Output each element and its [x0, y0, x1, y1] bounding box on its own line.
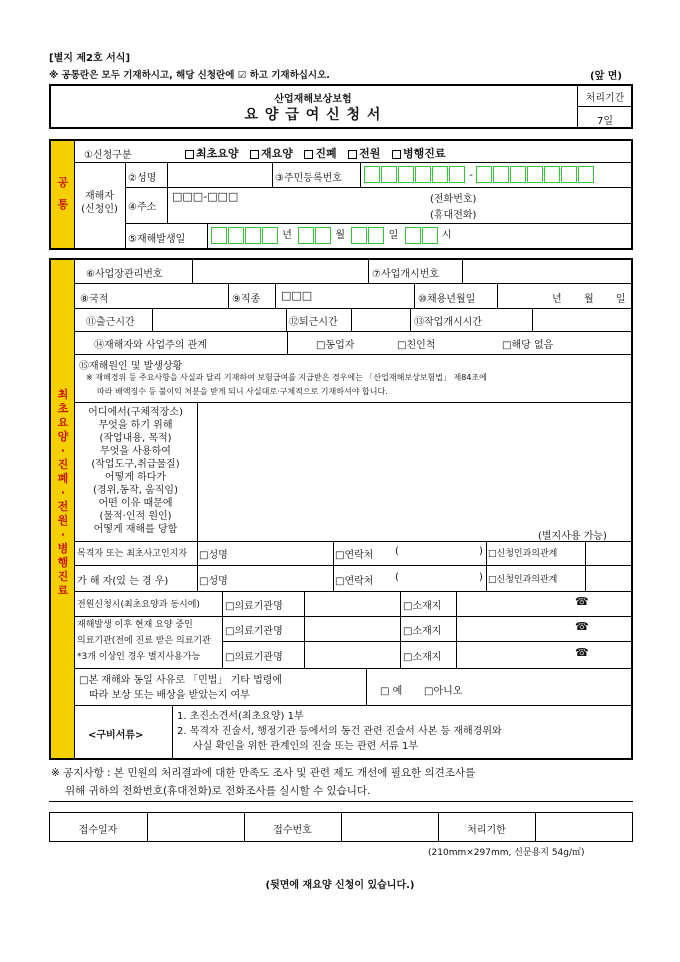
required-docs-label: <구비서류>	[88, 730, 144, 741]
postcode-field[interactable]: □□□-□□□	[172, 190, 239, 203]
injury-date-label: ⑤재해발생일	[128, 234, 186, 245]
cause-title: ⑮재해원인 및 발생상황	[79, 361, 183, 372]
option-transfer[interactable]: 전원	[348, 147, 380, 160]
work-start-label: ⑬작업개시시간	[414, 317, 482, 328]
request-type-options	[185, 145, 445, 161]
receipt-date-field[interactable]	[148, 813, 243, 841]
cause-note-1: ※ 재해경위 등 주요사항을 사실과 달리 기재하여 보험급여를 지급받은 경우에는 「산업재해보상보험법」 제84조에	[86, 373, 487, 382]
hospital-name-label-1: □의료기관명	[225, 601, 283, 612]
hire-date-units: 년 월 일	[552, 294, 626, 305]
compensation-no[interactable]: □아니오	[424, 686, 463, 697]
option-initial[interactable]: 최초요양	[185, 147, 239, 160]
receipt-no-field[interactable]	[342, 813, 437, 841]
hire-date-label: ⑩채용년월일	[418, 294, 476, 305]
hospital-addr-label-2: □소재지	[403, 626, 442, 637]
cause-description-field[interactable]	[200, 404, 630, 522]
offender-label: 가 해 자(있 는 경 우)	[77, 576, 169, 587]
request-type-label: ①신청구분	[84, 150, 132, 161]
rrn-field[interactable]: -	[364, 166, 595, 183]
compensation-yes[interactable]: □ 예	[380, 686, 403, 697]
commute-in-label: ⑪출근시간	[86, 317, 135, 328]
offender-contact-label: □연락처	[335, 576, 374, 587]
witness-contact-close: )	[479, 546, 483, 557]
option-pneumo[interactable]: 진폐	[304, 147, 336, 160]
mobile-label: (휴대전화)	[430, 210, 477, 221]
address-label: ④주소	[128, 202, 157, 213]
notice: ※ 공지사항 : 본 민원의 처리결과에 대한 만족도 조사 및 관련 제도 개선에 필요한 의견조사를 위해 귀하의 전화번호(휴대전화)로 전화조사를 실시할 수 있습니다.	[51, 767, 476, 797]
job-code-field[interactable]: □□□	[281, 289, 313, 302]
page-side: (앞 면)	[590, 71, 622, 82]
hospital-addr-label-1: □소재지	[403, 601, 442, 612]
concurrent-label: 재해발생 이후 현재 요양 중인 의료기관(전에 진료 받은 의료기관 *3개 이상인 경우 별지사용가능	[77, 620, 211, 662]
witness-label: 목격자 또는 최초사고인지자	[77, 549, 188, 559]
relation-none[interactable]: □해당 없음	[502, 340, 554, 351]
back-side-note: (뒷면에 재요양 신청이 있습니다.)	[265, 880, 415, 891]
paper-spec: (210mm×297mm, 신문용지 54g/㎡)	[428, 848, 585, 858]
option-concurrent[interactable]: 병행진료	[392, 147, 446, 160]
option-recure[interactable]: 재요양	[250, 147, 293, 160]
biz-no-label: ⑥사업장관리번호	[86, 269, 163, 280]
checkbox-sample-icon: ☑	[237, 70, 247, 81]
receipt-no-label: 접수번호	[273, 825, 312, 836]
receipt-date-label: 접수일자	[78, 825, 118, 836]
job-label: ⑨직종	[232, 294, 261, 305]
biz-start-field[interactable]	[465, 260, 630, 281]
offender-name-label: □성명	[199, 576, 228, 587]
form-number: [별지 제2호 서식]	[49, 53, 131, 64]
hospital-addr-label-3: □소재지	[403, 652, 442, 663]
phone-icon: ☎	[575, 595, 589, 608]
form-instruction: ※ 공통란은 모두 기재하시고, 해당 신청란에 ☑ 하고 기재하십시오.	[49, 70, 330, 81]
form-subtitle: 산업재해보상보험	[274, 94, 352, 105]
processing-period-label: 처리기간	[585, 93, 625, 104]
required-docs-list: 1. 초진소견서(최초요양) 1부 2. 목격자 진술서, 행정기관 등에서의 동건 관련 진술서 사본 등 재해경위와 사실 확인을 위한 관계인의 진술 또는 관련 서류 1부	[177, 711, 502, 752]
relation-relative[interactable]: □친인척	[397, 340, 436, 351]
injury-date-field[interactable]: 년 월 일 시	[211, 226, 452, 244]
phone-label: (전화번호)	[430, 194, 477, 205]
name-field[interactable]	[170, 163, 270, 186]
attachment-note: (별지사용 가능)	[538, 531, 607, 542]
name-label: ②성명	[128, 173, 157, 184]
biz-no-field[interactable]	[195, 260, 365, 281]
hospital-name-label-3: □의료기관명	[225, 652, 283, 663]
witness-contact-open: (	[395, 546, 399, 557]
form-title: 요 양 급 여 신 청 서	[244, 107, 382, 123]
claimant-label: 재해자 (신청인)	[81, 191, 118, 215]
deadline-label: 처리기한	[467, 825, 506, 836]
rrn-label: ③주민등록번호	[275, 173, 342, 184]
deadline-field[interactable]	[536, 813, 632, 841]
cause-prompts: 어디에서(구체적장소) 무엇을 하기 위해 (작업내용, 목적) 무엇을 사용하여 (작업도구,취급물질) 어떻게 하다가 (경위,동작, 움직임) 어떤 이유 때문에 (물적·인적 원인) 어떻게 재해를 당함	[88, 407, 183, 535]
phone-icon: ☎	[575, 646, 589, 659]
phone-icon: ☎	[575, 620, 589, 633]
commute-out-label: ⑫퇴근시간	[289, 317, 338, 328]
relation-partner[interactable]: □동업자	[316, 340, 355, 351]
common-section-label: 공 통	[57, 176, 69, 211]
witness-name-label: □성명	[199, 550, 228, 561]
nationality-label: ⑧국적	[80, 294, 109, 305]
offender-contact-open: (	[395, 572, 399, 583]
compensation-question: □본 재해와 동일 사유로 「민법」 기타 법령에 따라 보상 또는 배상을 받았는지 여부	[79, 675, 283, 701]
hospital-name-label-2: □의료기관명	[225, 626, 283, 637]
witness-relation-label: □신청인과의관계	[488, 549, 558, 559]
processing-period-value: 7일	[596, 116, 614, 127]
witness-contact-label: □연락처	[335, 550, 374, 561]
address-field[interactable]	[172, 204, 422, 221]
offender-contact-close: )	[479, 572, 483, 583]
detail-section-label: 최 초 요 양 · 진 폐 · 전 원 · 병 행 진 료	[57, 388, 69, 597]
relation-label: ⑭재해자와 사업주의 관계	[94, 340, 207, 351]
offender-relation-label: □신청인과의관계	[488, 575, 558, 585]
biz-start-label: ⑦사업개시번호	[372, 269, 439, 280]
transfer-label: 전원신청시(최초요양과 동시에)	[77, 600, 200, 610]
cause-note-2: 따라 배액징수 등 불이익 처분을 받게 되니 사실대로·구체적으로 기재하셔야 합니다.	[97, 387, 388, 396]
